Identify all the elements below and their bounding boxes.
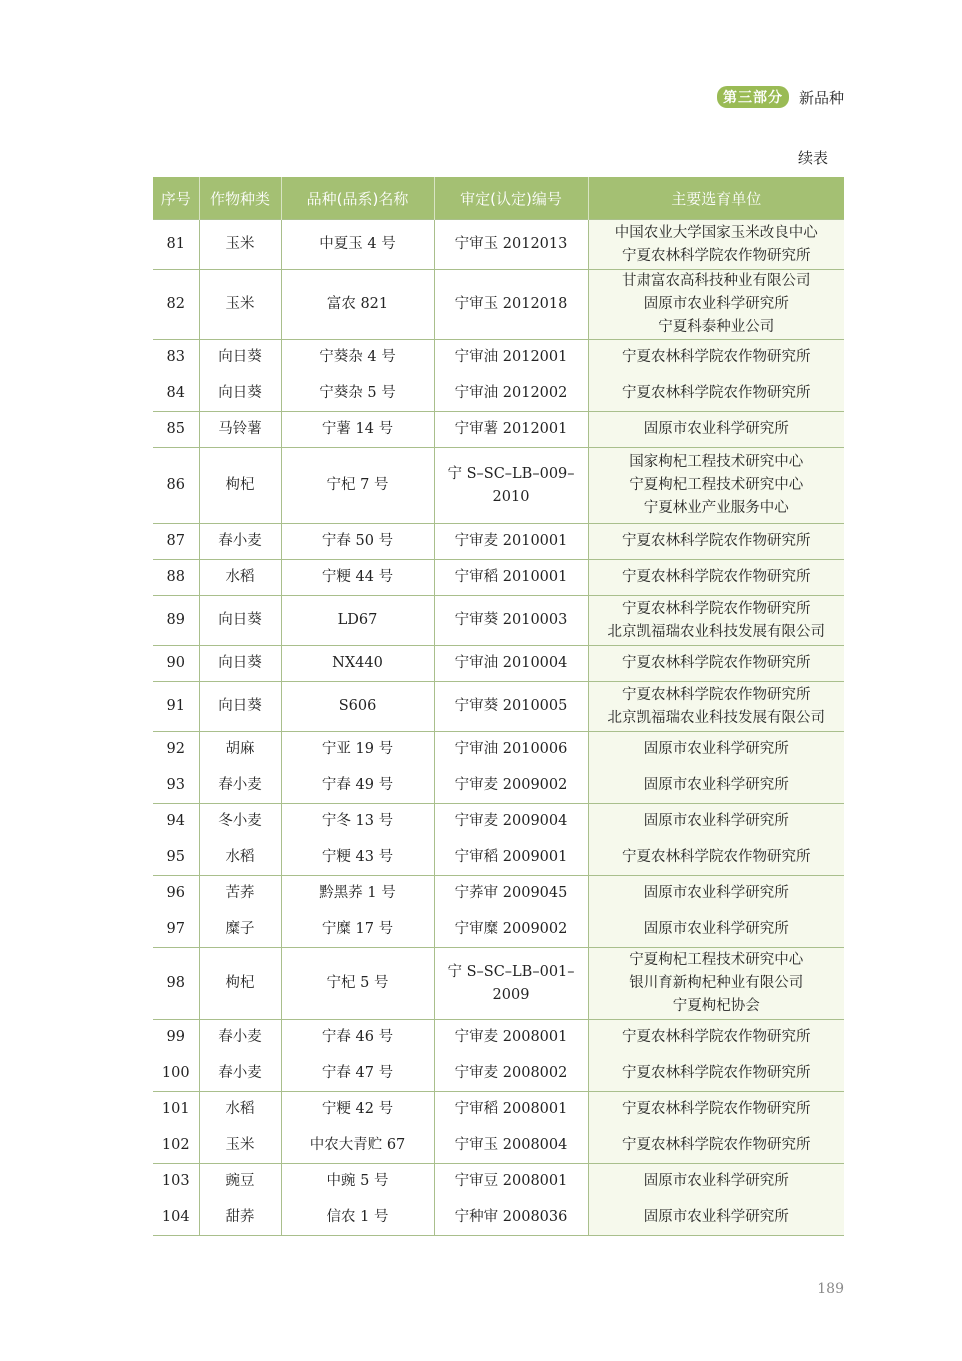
- cell-crop: 向日葵: [199, 376, 281, 412]
- unit-line: 宁夏林业产业服务中心: [643, 500, 789, 516]
- unit-line: 甘肃富农高科技种业有限公司: [622, 273, 811, 289]
- cell-no: 87: [153, 524, 199, 560]
- unit-line: 北京凯福瑞农业科技发展有限公司: [607, 709, 825, 726]
- cell-no: 85: [153, 412, 199, 448]
- page-number: 189: [817, 1281, 844, 1297]
- cell-no: 102: [161, 1136, 190, 1153]
- cell-crop: 向日葵: [199, 646, 281, 682]
- unit-line: 国家枸杞工程技术研究中心: [629, 454, 804, 470]
- cell-code: 宁审麦 2009004: [434, 804, 588, 840]
- cell-variety: NX440: [281, 646, 434, 682]
- cell-variety: 宁粳 44 号: [281, 560, 434, 596]
- cell-variety: 宁春 50 号: [281, 524, 434, 560]
- table-header-row: [153, 177, 844, 220]
- table-row: [153, 876, 844, 912]
- unit-line: 宁夏农林科学院农作物研究所: [622, 655, 811, 671]
- cell-variety: LD67: [281, 596, 434, 646]
- cell-variety: 中农大青贮 67: [281, 1128, 434, 1164]
- unit-line: 宁夏农林科学院农作物研究所: [622, 1136, 811, 1153]
- cell-no: 86: [153, 448, 199, 524]
- table-row: [153, 1128, 844, 1164]
- cell-variety: 宁春 47 号: [281, 1056, 434, 1092]
- cell-crop: 马铃薯: [199, 412, 281, 448]
- unit-line: 固原市农业科学研究所: [643, 1208, 789, 1225]
- cell-variety: 宁糜 17 号: [281, 912, 434, 948]
- cell-unit: [588, 646, 844, 682]
- cell-crop: 豌豆: [199, 1164, 281, 1200]
- cell-crop: 向日葵: [199, 340, 281, 376]
- cell-code: 宁审麦 2008001: [434, 1020, 588, 1056]
- unit-line: 宁夏农林科学院农作物研究所: [622, 1064, 811, 1081]
- col-header-unit: 主要选育单位: [588, 177, 844, 220]
- unit-line: 宁夏农林科学院农作物研究所: [622, 384, 811, 401]
- cell-unit: [588, 448, 844, 524]
- table-row: [153, 376, 844, 412]
- section-title: 新品种: [798, 88, 844, 107]
- cell-variety: 宁葵杂 5 号: [281, 376, 434, 412]
- table-row: [153, 1092, 844, 1128]
- cell-unit: [588, 270, 844, 340]
- table-row: [153, 220, 844, 270]
- cell-crop: 春小麦: [199, 768, 281, 804]
- cell-crop: 玉米: [199, 270, 281, 340]
- cell-no: 96: [153, 876, 199, 912]
- cell-code: 宁 S–SC–LB–001–2009: [434, 948, 588, 1020]
- cell-crop: 水稻: [199, 560, 281, 596]
- cell-code: 宁审油 2012001: [434, 340, 588, 376]
- cell-crop: 水稻: [199, 840, 281, 876]
- unit-line: 宁夏枸杞工程技术研究中心: [629, 952, 804, 968]
- cell-no: 94: [153, 804, 199, 840]
- cell-code: 宁审麦 2010001: [434, 524, 588, 560]
- unit-line: 宁夏农林科学院农作物研究所: [622, 1029, 811, 1046]
- cell-variety: 宁春 46 号: [281, 1020, 434, 1056]
- table-row: [153, 270, 844, 340]
- unit-line: 宁夏枸杞协会: [672, 998, 760, 1014]
- unit-line: 宁夏农林科学院农作物研究所: [622, 600, 811, 617]
- cell-code: 宁审油 2010004: [434, 646, 588, 682]
- unit-line: 宁夏农林科学院农作物研究所: [622, 349, 811, 366]
- unit-line: 固原市农业科学研究所: [643, 741, 789, 758]
- table-row: [153, 340, 844, 376]
- cell-unit: [588, 948, 844, 1020]
- table-row: [153, 948, 844, 1020]
- cell-crop: 冬小麦: [199, 804, 281, 840]
- col-header-code: 审定(认定)编号: [434, 177, 588, 220]
- table-row: [153, 1056, 844, 1092]
- cell-crop: 甜荞: [199, 1200, 281, 1236]
- cell-unit: [588, 1200, 844, 1236]
- unit-line: 宁夏农林科学院农作物研究所: [622, 1101, 811, 1118]
- unit-line: 固原市农业科学研究所: [643, 776, 789, 793]
- cell-no: 95: [166, 848, 185, 865]
- cell-unit: [588, 804, 844, 840]
- col-header-variety: 品种(品系)名称: [281, 177, 434, 220]
- cell-code: 宁审麦 2008002: [434, 1056, 588, 1092]
- cell-no: 103: [153, 1164, 199, 1200]
- cell-crop: 春小麦: [199, 1020, 281, 1056]
- unit-line: 固原市农业科学研究所: [643, 296, 789, 312]
- cell-crop: 玉米: [199, 220, 281, 270]
- cell-unit: [588, 1128, 844, 1164]
- unit-line: 固原市农业科学研究所: [643, 421, 789, 437]
- unit-line: 宁夏农林科学院农作物研究所: [622, 533, 811, 549]
- cell-no: 84: [166, 384, 185, 401]
- cell-variety: 宁粳 43 号: [281, 840, 434, 876]
- unit-line: 固原市农业科学研究所: [643, 885, 789, 902]
- cell-code: 宁审稻 2008001: [434, 1092, 588, 1128]
- section-badge: 第三部分: [717, 86, 789, 108]
- cell-crop: 糜子: [199, 912, 281, 948]
- cell-unit: [588, 840, 844, 876]
- cell-unit: [588, 524, 844, 560]
- unit-line: 固原市农业科学研究所: [643, 920, 789, 937]
- cell-crop: 春小麦: [199, 1056, 281, 1092]
- unit-line: 固原市农业科学研究所: [643, 1173, 789, 1190]
- cell-crop: 向日葵: [199, 596, 281, 646]
- cell-code: 宁种审 2008036: [434, 1200, 588, 1236]
- cell-variety: S606: [281, 682, 434, 732]
- table-row: [153, 412, 844, 448]
- cell-unit: [588, 768, 844, 804]
- cell-no: 100: [161, 1064, 190, 1081]
- cell-variety: 宁葵杂 4 号: [281, 340, 434, 376]
- cell-unit: [588, 596, 844, 646]
- col-header-crop: 作物种类: [199, 177, 281, 220]
- unit-line: 宁夏农林科学院农作物研究所: [622, 569, 811, 585]
- table-row: [153, 1200, 844, 1236]
- table-row: [153, 1020, 844, 1056]
- cell-crop: 枸杞: [199, 448, 281, 524]
- cell-unit: [588, 412, 844, 448]
- varieties-table: [153, 177, 844, 1236]
- cell-unit: [588, 682, 844, 732]
- cell-variety: 宁冬 13 号: [281, 804, 434, 840]
- cell-no: 83: [153, 340, 199, 376]
- cell-code: 宁审葵 2010003: [434, 596, 588, 646]
- cell-variety: 宁粳 42 号: [281, 1092, 434, 1128]
- table-row: [153, 524, 844, 560]
- cell-no: 104: [153, 1200, 199, 1236]
- cell-unit: [588, 340, 844, 376]
- cell-unit: [588, 732, 844, 768]
- table-row: [153, 448, 844, 524]
- cell-code: 宁审玉 2008004: [434, 1128, 588, 1164]
- cell-code: 宁 S–SC–LB–009–2010: [434, 448, 588, 524]
- unit-line: 宁夏农林科学院农作物研究所: [622, 686, 811, 703]
- cell-crop: 水稻: [199, 1092, 281, 1128]
- cell-variety: 宁亚 19 号: [281, 732, 434, 768]
- cell-crop: 向日葵: [199, 682, 281, 732]
- cell-unit: [588, 1092, 844, 1128]
- cell-unit: [588, 220, 844, 270]
- cell-code: 宁审薯 2012001: [434, 412, 588, 448]
- unit-line: 中国农业大学国家玉米改良中心: [614, 224, 818, 241]
- table-row: [153, 804, 844, 840]
- cell-no: 98: [153, 948, 199, 1020]
- cell-unit: [588, 376, 844, 412]
- cell-code: 宁审稻 2009001: [434, 840, 588, 876]
- cell-code: 宁审玉 2012013: [434, 220, 588, 270]
- unit-line: 宁夏枸杞工程技术研究中心: [629, 477, 804, 493]
- cell-unit: [588, 912, 844, 948]
- table-row: [153, 840, 844, 876]
- cell-variety: 宁杞 7 号: [281, 448, 434, 524]
- cell-code: 宁审油 2012002: [434, 376, 588, 412]
- cell-code: 宁审玉 2012018: [434, 270, 588, 340]
- table-row: [153, 912, 844, 948]
- continued-label: 续表: [797, 149, 828, 167]
- cell-crop: 胡麻: [199, 732, 281, 768]
- cell-no: 99: [153, 1020, 199, 1056]
- cell-no: 88: [153, 560, 199, 596]
- cell-variety: 中夏玉 4 号: [281, 220, 434, 270]
- table-row: [153, 732, 844, 768]
- cell-variety: 信农 1 号: [281, 1200, 434, 1236]
- table-row: [153, 768, 844, 804]
- cell-no: 93: [166, 776, 185, 793]
- cell-no: 97: [166, 920, 185, 937]
- cell-unit: [588, 1164, 844, 1200]
- cell-no: 90: [153, 646, 199, 682]
- unit-line: 宁夏农林科学院农作物研究所: [622, 848, 811, 865]
- cell-no: 92: [153, 732, 199, 768]
- cell-code: 宁审稻 2010001: [434, 560, 588, 596]
- cell-code: 宁审糜 2009002: [434, 912, 588, 948]
- cell-unit: [588, 560, 844, 596]
- unit-line: 银川育新枸杞种业有限公司: [629, 975, 804, 991]
- unit-line: 宁夏农林科学院农作物研究所: [622, 247, 811, 264]
- cell-no: 81: [153, 220, 199, 270]
- cell-no: 82: [153, 270, 199, 340]
- unit-line: 宁夏科泰种业公司: [658, 319, 775, 335]
- cell-variety: 中豌 5 号: [281, 1164, 434, 1200]
- cell-no: 101: [153, 1092, 199, 1128]
- unit-line: 北京凯福瑞农业科技发展有限公司: [607, 623, 825, 640]
- cell-unit: [588, 1056, 844, 1092]
- cell-code: 宁荞审 2009045: [434, 876, 588, 912]
- cell-crop: 春小麦: [199, 524, 281, 560]
- cell-code: 宁审葵 2010005: [434, 682, 588, 732]
- cell-no: 89: [153, 596, 199, 646]
- cell-code: 宁审豆 2008001: [434, 1164, 588, 1200]
- cell-variety: 宁杞 5 号: [281, 948, 434, 1020]
- table-row: [153, 682, 844, 732]
- cell-crop: 玉米: [199, 1128, 281, 1164]
- cell-variety: 黔黑荞 1 号: [281, 876, 434, 912]
- cell-code: 宁审麦 2009002: [434, 768, 588, 804]
- cell-variety: 宁春 49 号: [281, 768, 434, 804]
- cell-variety: 富农 821: [281, 270, 434, 340]
- cell-crop: 枸杞: [199, 948, 281, 1020]
- cell-code: 宁审油 2010006: [434, 732, 588, 768]
- table-row: [153, 1164, 844, 1200]
- cell-crop: 苦荞: [199, 876, 281, 912]
- col-header-no: 序号: [153, 177, 199, 220]
- cell-variety: 宁薯 14 号: [281, 412, 434, 448]
- table-row: [153, 596, 844, 646]
- cell-unit: [588, 876, 844, 912]
- table-row: [153, 560, 844, 596]
- cell-no: 91: [153, 682, 199, 732]
- unit-line: 固原市农业科学研究所: [643, 813, 789, 830]
- table-row: [153, 646, 844, 682]
- running-header: [717, 86, 844, 108]
- cell-unit: [588, 1020, 844, 1056]
